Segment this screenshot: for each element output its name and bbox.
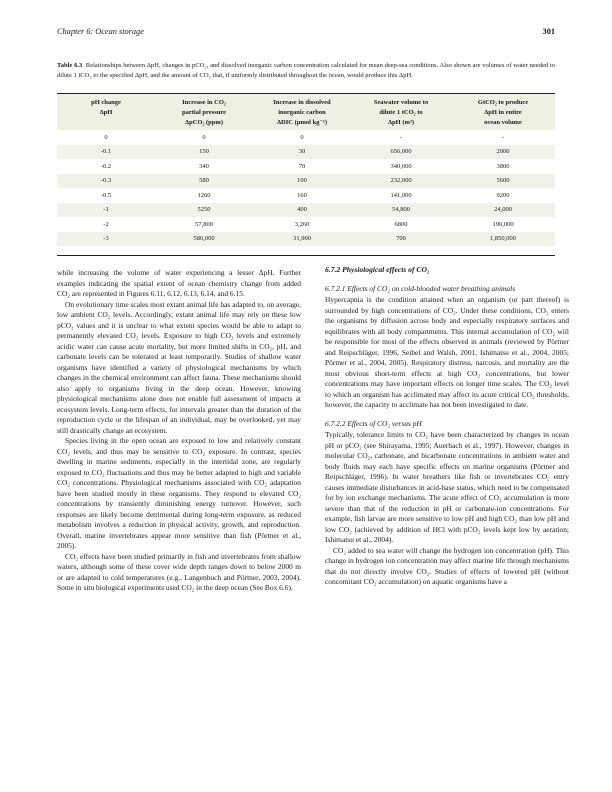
table-row: -0.2 340 70 340,000 3800 <box>100 162 510 170</box>
table-row: -3 586,000 31,900 700 1,850,000 <box>57 232 555 247</box>
right-text-column <box>325 265 569 588</box>
table-row: 0 0 0 - - <box>104 133 505 141</box>
table-row: -2 57,800 3,260 6800 190,000 <box>103 220 514 228</box>
section-heading: 6.7.2 Physiological effects of CO₂ <box>325 265 430 274</box>
table-row: -0.1 150 30 656,000 2000 <box>57 145 555 160</box>
table-bottom-rule <box>57 255 555 256</box>
body-paragraph: Hypercapnia is the condition attained when an organism (or part thereof) is surrounded by high concentrations of CO₂. Under these conditions, CO₂ enters the organisms by diffusion across body and especially respiratory surfaces and equilibrates with all body compartments. This internal accumulation of CO₂ will be responsible for most of the effects observed in animals (reviewed by Pörtner and Reipschläger, 1996, Seibel and Walsh, 2001, Ishimatsu et al., 2004, 2005; Pörtner et al., 2004, 2005). Respiratory distress, narcosis, and mortality are the most obvious short-term effects at high CO₂ concentrations, but lower concentrations may have important effects on longer time scales. The CO₂ level to which an organism has acclimated may affect its acute critical CO₂ thresholds, however, the capacity to acclimate has not been investigated to date. <box>325 295 569 409</box>
body-paragraph: On evolutionary time scales most extant animal life has adapted to, on average, low ambient CO₂ levels. Accordingly, extant animal life may rely on these low pCO₂ values and it is unclear to what extent species would be able to adapt to permanently elevated CO₂ levels. Exposure to high CO₂ levels and extremely acidic water can cause acute mortality, but more limited shifts in CO₂, pH, and carbonate levels can be tolerated at least temporarily. Studies of shallow water organisms have identified a variety of physiological mechanisms by which changes in the chemical environment can affect fauna. These mechanisms should also apply to organisms living in the deep ocean. However, knowing physiological mechanisms alone does not enable full assessment of impacts at ecosystem levels. Long-term effects, for intervals greater than the duration of the reproduction cycle or the lifespan of an individual, may be overlooked, yet may still drastically change an ecosystem. <box>57 299 301 435</box>
running-header-chapter: Chapter 6: Ocean storage <box>57 27 144 36</box>
column-header: GtCO₂ to produce ΔpH in entire ocean volume <box>477 99 529 126</box>
body-paragraph: while increasing the volume of water experiencing a lesser ΔpH. Further examples indicating the spatial extent of ocean chemistry change from added CO₂ are represented in Figures 6.11, 6.12, 6.13, 6.14, and 6.15. <box>57 268 301 298</box>
body-paragraph: Species living in the open ocean are exposed to low and relatively constant CO₂ levels, and thus may be sensitive to CO₂ exposure. In contrast, species dwelling in marine sediments, especially in the intertidal zone, are regularly exposed to CO₂ fluctuations and thus may be better adapted to high and variable CO₂ concentrations. Physiological mechanisms associated with CO₂ adaptation have been studied mostly in these organisms. They respond to elevated CO₂ concentrations by transiently diminishing energy turnover. However, such responses are likely become detrimental during long-term exposure, as reduced metabolism involves a reduction in physical activity, growth, and reproduction. Overall, marine invertebrates appear more sensitive than fish (Pörtner et al., 2005). <box>57 436 301 550</box>
subsection-heading: 6.7.2.1 Effects of CO₂ on cold-blooded water breathing animals <box>325 283 516 293</box>
table-caption <box>57 61 555 81</box>
table-row: -0.5 1260 160 141,000 9200 <box>100 191 510 199</box>
table-label: Table 6.3 <box>57 62 83 69</box>
body-paragraph: CO₂ effects have been studied primarily in fish and invertebrates from shallow waters, although some of these cover wide depth ranges down to below 2000 m or are adapted to cold temperatures (e.g., Langenbuch and Pörtner, 2003, 2004). Some in situ biological experiments used CO₂ in the deep ocean (See Box 6.6). <box>57 551 301 592</box>
body-paragraph: Typically, tolerance limits to CO₂ have been characterized by changes in ocean pH or pCO₂ (see Shirayama, 1995; Auerbach et al., 1997). However, changes in molecular CO₂, carbonate, and bicarbonate concentrations in ambient water and body fluids may each have specific effects on marine organisms (Pörtner and Reipschläger, 1996). In water breathers like fish or invertebrates CO₂ entry causes immediate disturbances in acid-base status, which need to be compensated for by ion exchange mechanisms. The acute effect of CO₂ accumulation is more severe than that of the reduction in pH or carbonate-ion concentrations. For example, fish larvae are more sensitive to low pH and high CO₂ than low pH and low CO₂ (achieved by addition of HCl with pCO₂ levels kept low by aeration; Ishimatsu et al., 2004). <box>325 430 569 544</box>
table-row: -1 5250 400 54,800 24,000 <box>57 203 555 218</box>
table-row: -0.3 580 100 232,000 5600 <box>57 174 555 189</box>
left-text-column <box>57 268 301 594</box>
body-paragraph: CO₂ added to sea water will change the hydrogen ion concentration (pH). This change in hydrogen ion concentration may affect marine life through mechanisms that do not directly involve CO₂. Studies of effects of lowered pH (without concomitant CO₂ accumulation) on aquatic organisms have a <box>325 545 569 586</box>
table-header-row <box>57 94 555 130</box>
column-header: pH change ΔpH <box>91 99 121 116</box>
page-number: 301 <box>542 27 555 36</box>
column-header: Increase in dissolved inorganic carbon ΔDIC (µmol kg⁻¹) <box>273 99 331 126</box>
data-table <box>57 94 555 246</box>
subsection-heading: 6.7.2.2 Effects of CO₂ versus pH <box>325 418 422 428</box>
table-caption-text: Relationships between ΔpH, changes in pCO₂, and dissolved inorganic carbon concentration calculated for mean deep-sea conditions. Also shown are volumes of water needed to dilute 1 tCO₂ to the specified ΔpH, and the amount of CO₂ that, if uniformly distributed throughout the ocean, would produce this ΔpH. <box>57 62 556 79</box>
column-header: Increase in CO₂ partial pressure ΔpCO₂ (ppm) <box>182 99 226 126</box>
column-header: Seawater volume to dilute 1 tCO₂ to ΔpH (m³) <box>373 99 429 126</box>
